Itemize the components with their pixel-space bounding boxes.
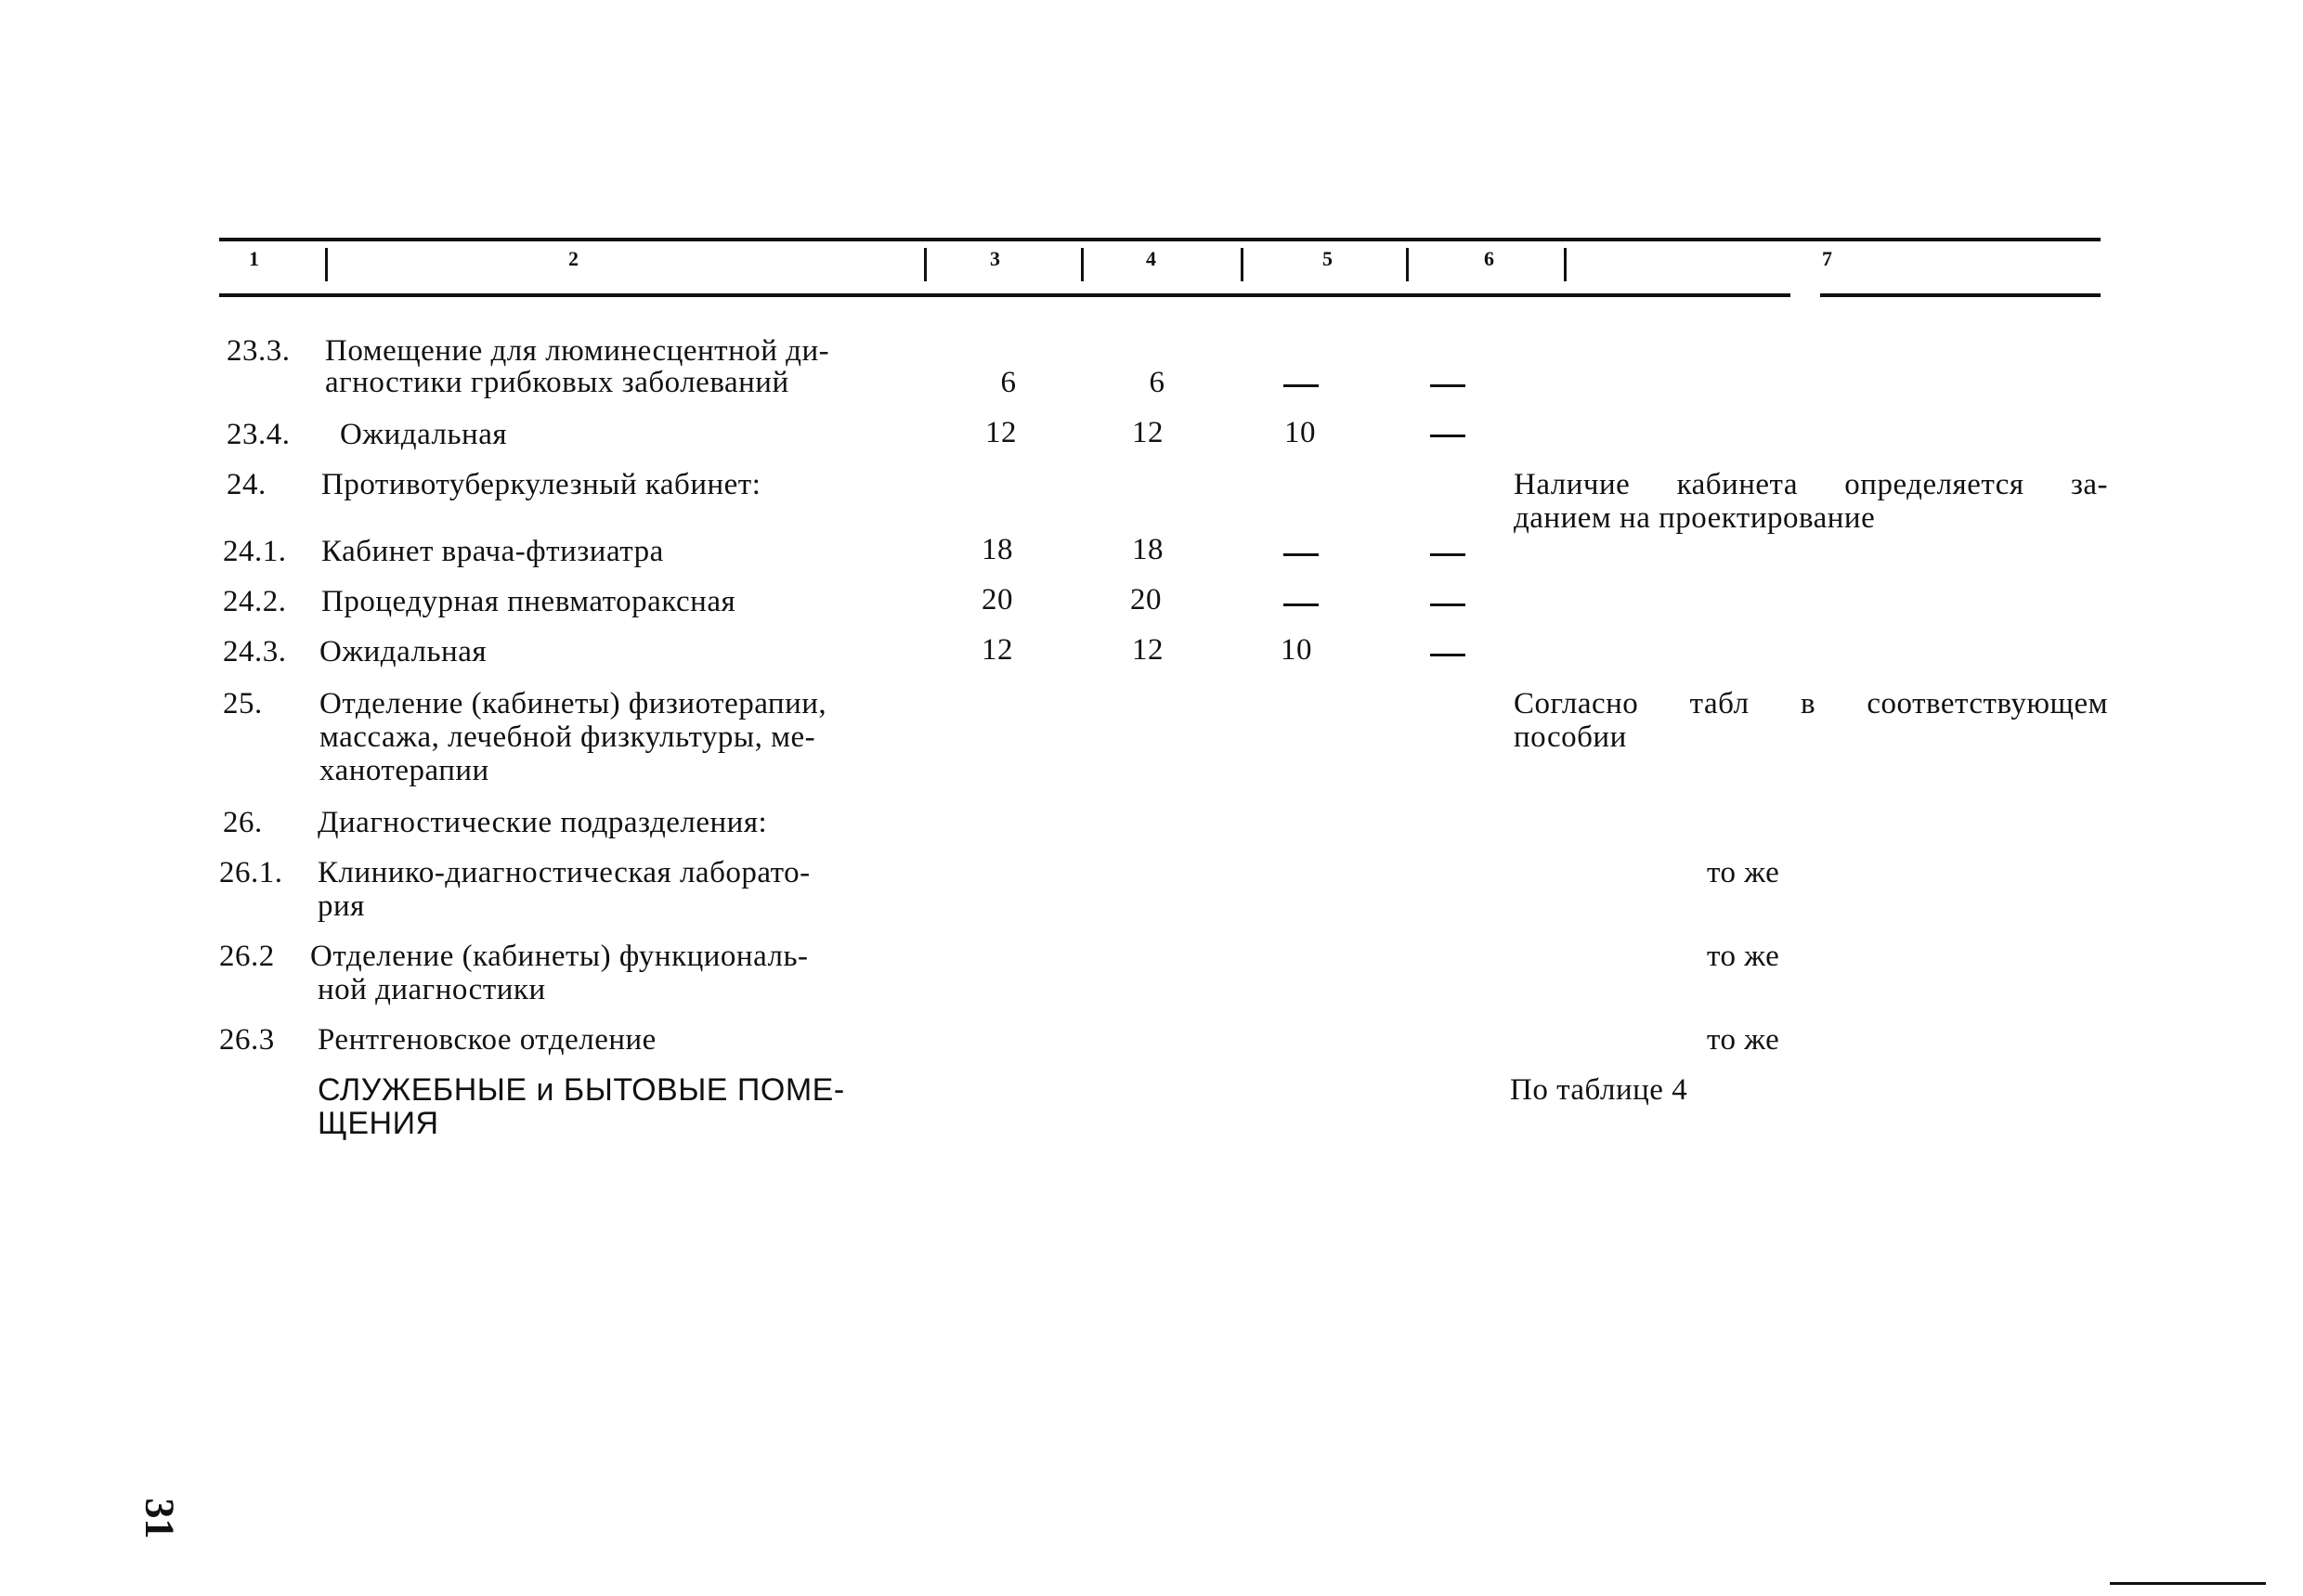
row-name-line: Процедурная пневматораксная — [321, 585, 736, 618]
row-name-line: Диагностические подразделения: — [318, 806, 768, 839]
row-number: 26. — [223, 806, 263, 839]
row-number: 24.1. — [223, 535, 287, 568]
row-number: 24. — [227, 468, 267, 501]
col4-value: 12 — [1132, 633, 1164, 667]
row-name-line: Кабинет врача-фтизиатра — [321, 535, 664, 568]
row-number: 24.2. — [223, 585, 287, 618]
col-header-1: 1 — [249, 247, 259, 270]
col-header-3: 3 — [990, 247, 1000, 270]
section-heading-line: ЩЕНИЯ — [318, 1106, 439, 1141]
table-top-rule — [219, 238, 2101, 241]
col-separator — [1564, 248, 1567, 281]
row-name-line: Ожидальная — [319, 635, 488, 668]
col5-value: 10 — [1284, 416, 1316, 449]
row-note-line: то же — [1707, 1023, 1780, 1057]
col4-value: 18 — [1132, 533, 1164, 566]
col6-dash — [1430, 553, 1465, 556]
col3-value: 12 — [985, 416, 1017, 449]
row-name-line: Отделение (кабинеты) физиотерапии, — [319, 687, 827, 720]
row-number: 25. — [223, 687, 263, 720]
row-name-line: ханотерапии — [319, 754, 489, 787]
row-number: 23.3. — [227, 334, 291, 368]
row-name-line: ной диагностики — [318, 973, 546, 1006]
row-note-line: данием на проектирование — [1514, 501, 1876, 535]
col3-value: 12 — [982, 633, 1013, 667]
col6-dash — [1430, 435, 1465, 437]
row-number: 23.4. — [227, 418, 291, 451]
col-separator — [1241, 248, 1243, 281]
col-separator — [325, 248, 328, 281]
section-heading-line: СЛУЖЕБНЫЕ и БЫТОВЫЕ ПОМЕ- — [318, 1072, 845, 1108]
col-separator — [924, 248, 927, 281]
row-number: 24.3. — [223, 635, 287, 668]
row-note-line: Согласно табл в соответствующем — [1514, 687, 2108, 720]
col-header-5: 5 — [1322, 247, 1333, 270]
header-bottom-rule — [219, 293, 1790, 297]
row-name-line: Противотуберкулезный кабинет: — [321, 468, 761, 501]
row-note-line: Наличие кабинета определяется за- — [1514, 468, 2108, 501]
col-separator — [1081, 248, 1084, 281]
row-name-line: рия — [318, 889, 365, 923]
col-header-7: 7 — [1822, 247, 1832, 270]
row-name-line: Отделение (кабинеты) функциональ- — [310, 940, 809, 973]
col3-value: 20 — [982, 583, 1013, 616]
col6-dash — [1430, 654, 1465, 656]
col-header-6: 6 — [1484, 247, 1494, 270]
row-name-line: Помещение для люминесцентной ди- — [325, 334, 830, 368]
col3-value: 18 — [982, 533, 1013, 566]
row-name-line: Рентгеновское отделение — [318, 1023, 657, 1057]
row-number: 26.1. — [219, 856, 283, 889]
row-number: 26.3 — [219, 1023, 275, 1057]
col5-dash — [1283, 553, 1319, 556]
col5-value: 10 — [1281, 633, 1312, 667]
col4-value: 20 — [1130, 583, 1162, 616]
col4-value: 12 — [1132, 416, 1164, 449]
row-name-line: массажа, лечебной физкультуры, ме- — [319, 720, 816, 754]
footer-rule — [2110, 1582, 2266, 1585]
row-note-line: пособии — [1514, 720, 1627, 754]
col-separator — [1406, 248, 1409, 281]
row-note-line: По таблице 4 — [1510, 1073, 1688, 1107]
row-note-line: то же — [1707, 940, 1780, 973]
col-header-2: 2 — [568, 247, 579, 270]
page-number: 31 — [137, 1498, 183, 1539]
header-bottom-rule-right — [1820, 293, 2101, 297]
col6-dash — [1430, 603, 1465, 606]
row-name-line: Ожидальная — [340, 418, 508, 451]
col5-dash — [1283, 603, 1319, 606]
col3-value: 6 — [1000, 366, 1017, 399]
row-name-line: агностики грибковых заболеваний — [325, 366, 789, 399]
col-header-4: 4 — [1146, 247, 1156, 270]
row-note-line: то же — [1707, 856, 1780, 889]
row-name-line: Клинико-диагностическая лаборато- — [318, 856, 811, 889]
col4-value: 6 — [1149, 366, 1165, 399]
col5-dash — [1283, 384, 1319, 387]
col6-dash — [1430, 384, 1465, 387]
row-number: 26.2 — [219, 940, 275, 973]
